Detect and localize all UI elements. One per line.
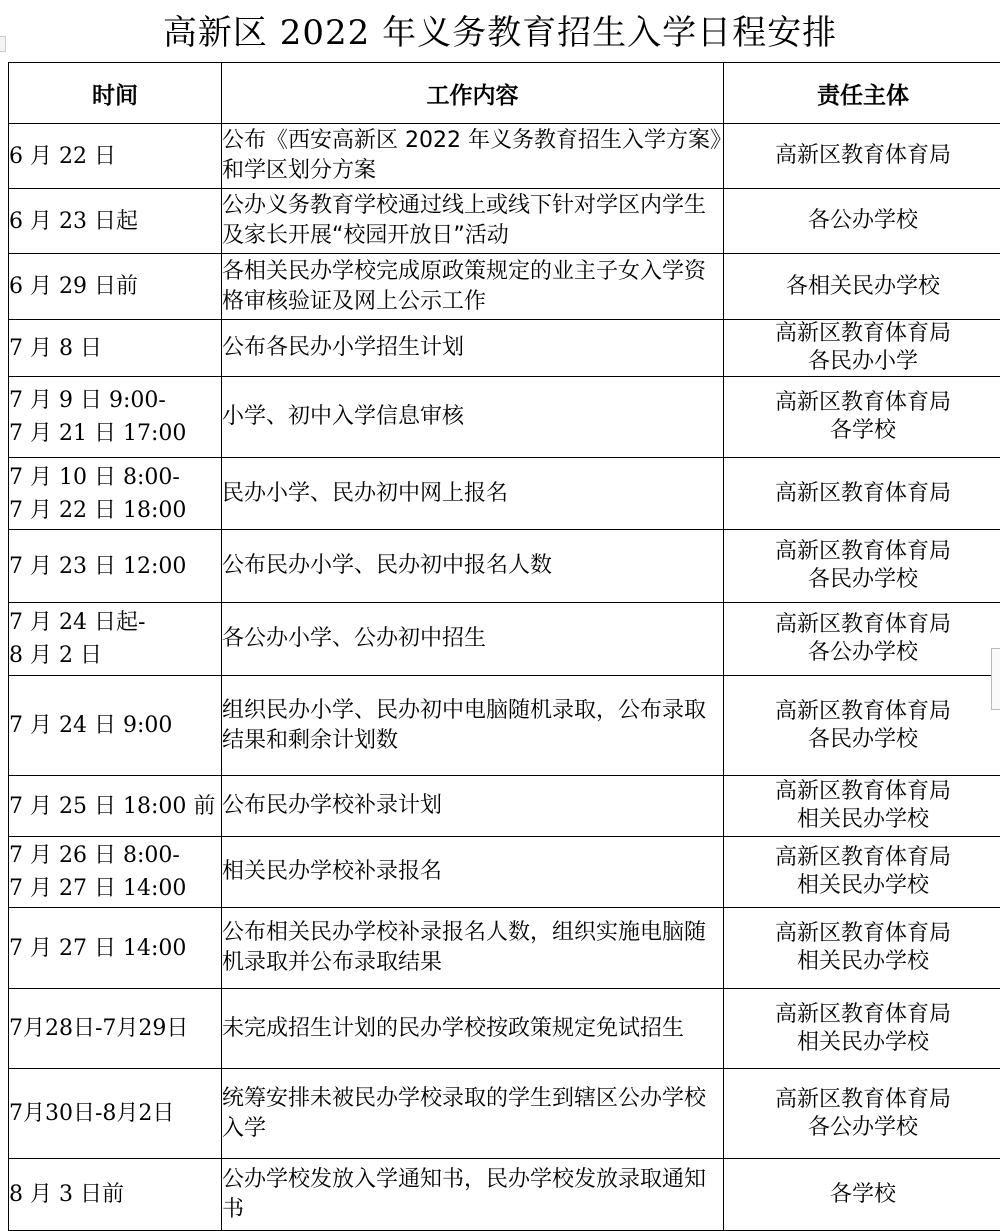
responsible-party-cell	[724, 1069, 1000, 1159]
header-responsible: 责任主体	[724, 63, 1000, 124]
table-row	[9, 837, 1000, 908]
time-line: 7 月 10 日 8:00-	[9, 464, 180, 490]
responsible-party-line: 各公办学校	[807, 640, 918, 665]
responsible-party-cell	[724, 603, 1000, 676]
table-row	[9, 320, 1000, 377]
responsible-party-line: 高新区教育体育局	[774, 1001, 951, 1027]
responsible-party-cell	[724, 254, 1000, 320]
responsible-party-line: 高新区教育体育局	[774, 480, 951, 506]
responsible-party-line: 相关民办学校	[796, 873, 929, 898]
time-line: 7 月 9 日 9:00-	[9, 388, 166, 413]
work-content-cell: 统筹安排未被民办学校录取的学生到辖区公办学校入学	[222, 1069, 724, 1159]
time-cell	[9, 837, 222, 908]
time-cell	[9, 124, 222, 189]
time-line: 7 月 27 日 14:00	[9, 935, 187, 961]
time-line: 7月28日-7月29日	[9, 1016, 189, 1041]
time-line: 7 月 27 日 14:00	[9, 876, 187, 901]
time-cell	[9, 189, 222, 254]
table-row	[9, 676, 1000, 776]
work-content-cell: 未完成招生计划的民办学校按政策规定免试招生	[222, 989, 724, 1069]
time-cell	[9, 1159, 222, 1231]
time-cell	[9, 254, 222, 320]
responsible-party-line: 高新区教育体育局	[774, 390, 951, 415]
time-cell	[9, 989, 222, 1069]
time-line: 7 月 23 日 12:00	[9, 553, 187, 579]
scroll-edge-marker	[991, 648, 1000, 710]
time-line: 7 月 21 日 17:00	[9, 421, 187, 446]
responsible-party-line: 各学校	[829, 1181, 896, 1207]
time-line: 7 月 25 日 18:00 前	[9, 793, 216, 819]
header-work: 工作内容	[222, 63, 724, 124]
responsible-party-line: 各学校	[829, 418, 896, 443]
time-cell	[9, 458, 222, 530]
responsible-party-line: 相关民办学校	[796, 949, 929, 974]
responsible-party-line: 各民办学校	[807, 567, 918, 592]
responsible-party-line: 高新区教育体育局	[774, 698, 951, 724]
responsible-party-cell	[724, 837, 1000, 908]
time-cell	[9, 603, 222, 676]
table-row	[9, 530, 1000, 603]
time-line: 6 月 22 日	[9, 143, 116, 169]
responsible-party-cell	[724, 1159, 1000, 1231]
responsible-party-line: 各公办学校	[807, 1114, 918, 1140]
work-content-cell: 公布民办学校补录计划	[222, 776, 724, 837]
table-row	[9, 458, 1000, 530]
responsible-party-cell	[724, 530, 1000, 603]
edge-marker	[0, 36, 6, 52]
work-content-cell: 公办义务教育学校通过线上或线下针对学区内学生及家长开展“校园开放日”活动	[222, 189, 724, 254]
time-line: 7 月 8 日	[9, 335, 102, 361]
responsible-party-line: 高新区教育体育局	[774, 612, 951, 637]
work-content-cell: 相关民办学校补录报名	[222, 837, 724, 908]
responsible-party-cell	[724, 989, 1000, 1069]
time-cell	[9, 377, 222, 458]
responsible-party-line: 相关民办学校	[796, 807, 929, 832]
time-line: 6 月 29 日前	[9, 274, 138, 299]
work-content-cell: 公布民办小学、民办初中报名人数	[222, 530, 724, 603]
table-row	[9, 989, 1000, 1069]
responsible-party-line: 高新区教育体育局	[774, 539, 951, 564]
table-row	[9, 1069, 1000, 1159]
responsible-party-cell	[724, 124, 1000, 189]
responsible-party-cell	[724, 458, 1000, 530]
responsible-party-line: 相关民办学校	[796, 1029, 929, 1055]
time-line: 8 月 3 日前	[9, 1182, 124, 1207]
table-row	[9, 776, 1000, 837]
work-content-cell: 公办学校发放入学通知书，民办学校发放录取通知书	[222, 1159, 724, 1231]
responsible-party-line: 各民办学校	[807, 726, 918, 752]
table-row	[9, 189, 1000, 254]
time-line: 7月30日-8月2日	[9, 1101, 175, 1126]
time-line: 7 月 24 日起-	[9, 610, 146, 635]
time-line: 8 月 2 日	[9, 643, 102, 668]
responsible-party-line: 各民办小学	[807, 349, 918, 374]
table-row	[9, 124, 1000, 189]
time-cell	[9, 320, 222, 377]
table-row	[9, 1159, 1000, 1231]
responsible-party-line: 高新区教育体育局	[774, 845, 951, 870]
table-header-row	[9, 63, 1000, 124]
schedule-table	[8, 62, 1000, 1231]
responsible-party-cell	[724, 676, 1000, 776]
responsible-party-line: 高新区教育体育局	[774, 321, 951, 346]
responsible-party-line: 高新区教育体育局	[774, 779, 951, 804]
work-content-cell: 公布相关民办学校补录报名人数，组织实施电脑随机录取并公布录取结果	[222, 908, 724, 989]
work-content-cell: 小学、初中入学信息审核	[222, 377, 724, 458]
responsible-party-line: 高新区教育体育局	[774, 921, 951, 946]
work-content-cell: 公布《西安高新区 2022 年义务教育招生入学方案》和学区划分方案	[222, 124, 724, 189]
time-cell	[9, 530, 222, 603]
work-content-cell: 民办小学、民办初中网上报名	[222, 458, 724, 530]
work-content-cell: 各相关民办学校完成原政策规定的业主子女入学资格审核验证及网上公示工作	[222, 254, 724, 320]
responsible-party-cell	[724, 908, 1000, 989]
responsible-party-cell	[724, 377, 1000, 458]
header-time: 时间	[9, 63, 222, 124]
work-content-cell: 公布各民办小学招生计划	[222, 320, 724, 377]
time-line: 7 月 26 日 8:00-	[9, 843, 180, 868]
time-cell	[9, 1069, 222, 1159]
table-row	[9, 603, 1000, 676]
time-line: 6 月 23 日起	[9, 208, 138, 234]
work-content-cell: 各公办小学、公办初中招生	[222, 603, 724, 676]
page-title: 高新区 2022 年义务教育招生入学日程安排	[162, 13, 838, 53]
table-row	[9, 908, 1000, 989]
responsible-party-cell	[724, 189, 1000, 254]
time-cell	[9, 776, 222, 837]
table-row	[9, 254, 1000, 320]
responsible-party-cell	[724, 320, 1000, 377]
responsible-party-line: 各相关民办学校	[785, 273, 940, 299]
responsible-party-line: 高新区教育体育局	[774, 1086, 951, 1112]
time-line: 7 月 22 日 18:00	[9, 497, 187, 523]
responsible-party-line: 高新区教育体育局	[774, 143, 951, 168]
time-cell	[9, 908, 222, 989]
responsible-party-line: 各公办学校	[807, 208, 918, 233]
time-cell	[9, 676, 222, 776]
time-line: 7 月 24 日 9:00	[9, 713, 173, 738]
table-row	[9, 377, 1000, 458]
responsible-party-cell	[724, 776, 1000, 837]
work-content-cell: 组织民办小学、民办初中电脑随机录取，公布录取结果和剩余计划数	[222, 676, 724, 776]
